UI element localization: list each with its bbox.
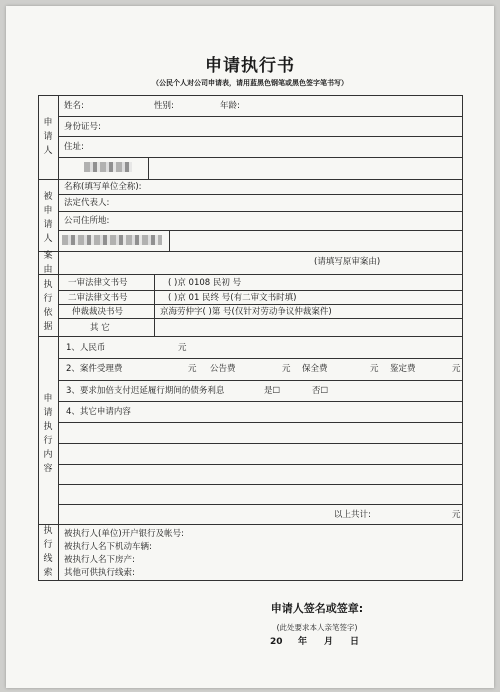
section-clues-label: 执行线索 — [43, 526, 53, 578]
section-basis-label: 执行依据 — [43, 280, 53, 332]
signature-note: (此处要求本人亲笔签字) — [276, 623, 358, 632]
second-instance-label: 二审法律文书号 — [68, 293, 128, 303]
total-label: 以上共计: — [334, 510, 371, 520]
preserve-fee-label: 保全费 — [302, 364, 328, 374]
section-applicant-label: 申请人 — [43, 118, 53, 156]
clue-property: 被执行人名下房产: — [64, 555, 135, 565]
first-instance-label: 一审法律文书号 — [68, 278, 128, 288]
interest-yes-checkbox[interactable]: 是☐ — [264, 386, 281, 396]
section-cause-label: 案由 — [43, 251, 53, 275]
announce-fee-label: 公告费 — [210, 364, 236, 374]
respondent-address-label: 公司住所地: — [64, 216, 110, 226]
case-fee-yuan: 元 — [188, 364, 197, 374]
other-basis-label: 其 它 — [90, 323, 110, 333]
section-respondent-label: 被申请人 — [43, 192, 53, 244]
document-subtitle: （公民个人对公司申请表，请用蓝黑色钢笔或黑色签字笔书写） — [152, 79, 348, 87]
redacted-applicant-info — [84, 162, 132, 172]
clue-vehicle: 被执行人名下机动车辆: — [64, 542, 152, 552]
item2-label: 2、案件受理费 — [66, 364, 123, 374]
item3-label: 3、要求加倍支付迟延履行期间的债务利息 — [66, 386, 225, 396]
item4-label: 4、其它申请内容 — [66, 407, 131, 417]
item1-yuan: 元 — [178, 343, 187, 353]
interest-no-checkbox[interactable]: 否☐ — [312, 386, 329, 396]
applicant-address-label: 住址: — [64, 142, 84, 152]
applicant-id-label: 身份证号: — [64, 122, 101, 132]
date-prefix: 20 — [270, 637, 283, 647]
cause-note: (请填写原审案由) — [314, 257, 381, 267]
total-yuan: 元 — [452, 510, 461, 520]
signature-block — [252, 600, 382, 633]
announce-fee-yuan: 元 — [282, 364, 291, 374]
clue-bank-account: 被执行人(单位)开户银行及帐号: — [64, 529, 184, 539]
date-month: 月 — [324, 637, 334, 647]
preserve-fee-yuan: 元 — [370, 364, 379, 374]
appraise-fee-yuan: 元 — [452, 364, 461, 374]
date-day: 日 — [350, 637, 360, 647]
applicant-name-label: 姓名: — [64, 101, 84, 111]
item1-label: 1、人民币 — [66, 343, 106, 353]
date-year: 年 — [298, 637, 308, 647]
respondent-legal-rep-label: 法定代表人: — [64, 198, 110, 208]
applicant-age-label: 年龄: — [220, 101, 240, 111]
first-instance-value: ( )京 0108 民初 号 — [168, 278, 242, 288]
second-instance-value: ( )京 01 民终 号(有二审文书时填) — [168, 293, 297, 303]
arbitration-label: 仲裁裁决书号 — [72, 307, 124, 317]
appraise-fee-label: 鉴定费 — [390, 364, 416, 374]
section-content-label: 申请执行内容 — [43, 394, 53, 474]
arbitration-value: 京海劳仲字( )第 号(仅针对劳动争议仲裁案件) — [160, 307, 332, 317]
respondent-name-label: 名称(填写单位全称): — [64, 182, 142, 192]
redacted-respondent-info — [62, 235, 162, 245]
document-title: 申请执行书 — [205, 56, 295, 76]
signature-label: 申请人签名或签章: — [270, 602, 364, 615]
clue-other: 其他可供执行线索: — [64, 568, 135, 578]
applicant-gender-label: 性别: — [154, 101, 174, 111]
application-form — [6, 6, 494, 688]
